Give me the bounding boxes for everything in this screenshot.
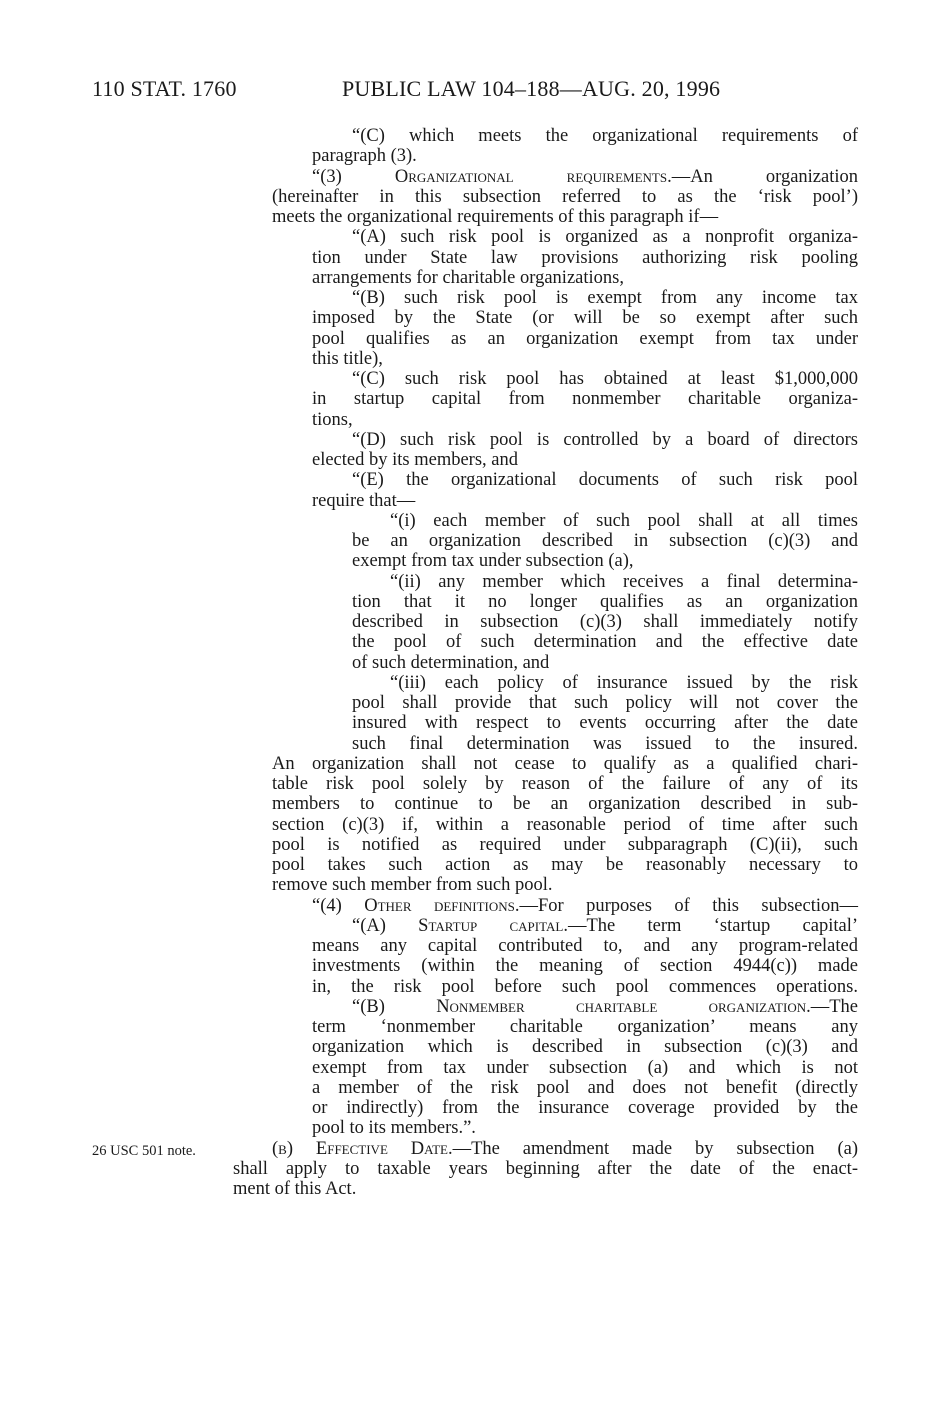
line-text: “(i) each member of such pool shall at all times <box>390 510 858 531</box>
text-line <box>0 774 946 794</box>
text-line <box>0 896 946 916</box>
line-text: pool shall provide that such policy will not cover the <box>352 693 858 713</box>
text-line <box>0 410 946 430</box>
text-line <box>0 693 946 713</box>
text-line <box>0 1058 946 1078</box>
text-line <box>0 450 946 470</box>
text-line <box>0 491 946 511</box>
text-line <box>0 754 946 774</box>
text-line <box>0 187 946 207</box>
text-line <box>0 167 946 187</box>
text-line <box>0 1037 946 1057</box>
text-line <box>0 653 946 673</box>
text-line <box>0 612 946 632</box>
line-text: shall apply to taxable years beginning after the date of the enact- <box>233 1158 858 1179</box>
text-line <box>0 1118 946 1138</box>
text-line <box>0 592 946 612</box>
line-text: in startup capital from nonmember charitable organiza- <box>312 389 858 410</box>
text-line <box>0 227 946 247</box>
text-line <box>0 1098 946 1118</box>
line-text: imposed by the State (or will be so exempt after such <box>312 308 858 329</box>
line-text: exempt from tax under subsection (a) and which is not <box>312 1057 858 1078</box>
text-line <box>0 916 946 936</box>
text-line <box>0 1078 946 1098</box>
line-text: pool takes such action as may be reasonably necessary to <box>272 855 858 875</box>
text-line <box>0 511 946 531</box>
line-text: or indirectly) from the insurance coverage provided by the <box>312 1098 858 1118</box>
section-heading: “(B) Nonmember charitable organization. <box>352 996 811 1017</box>
text-line <box>0 632 946 652</box>
text-line <box>0 389 946 409</box>
line-text: require that— <box>312 490 416 511</box>
text-line <box>0 308 946 328</box>
line-text: “(D) such risk pool is controlled by a board of directors <box>352 429 858 450</box>
line-text: described in subsection (c)(3) shall immediately notify <box>352 612 858 632</box>
page-reference: 110 STAT. 1760 <box>92 76 237 101</box>
line-text: pool to its members.”. <box>312 1118 476 1139</box>
line-text: “(C) which meets the organizational requirements of <box>352 126 858 146</box>
text-line <box>0 531 946 551</box>
text-line <box>0 997 946 1017</box>
line-text: be an organization described in subsection (c)(3) and <box>352 531 858 551</box>
text-line <box>0 207 946 227</box>
text-line <box>0 551 946 571</box>
line-text: “(E) the organizational documents of such risk pool <box>352 470 858 491</box>
line-text: “(3) Organizational requirements.—An organization <box>312 166 858 187</box>
line-text: “(ii) any member which receives a final determina- <box>390 571 858 592</box>
line-text: elected by its members, and <box>312 450 519 470</box>
line-text: exempt from tax under subsection (a), <box>352 551 634 572</box>
running-header: PUBLIC LAW 104–188—AUG. 20, 1996 <box>342 76 721 101</box>
line-text: organization which is described in subsection (c)(3) and <box>312 1037 858 1058</box>
text-line <box>0 369 946 389</box>
line-text: table risk pool solely by reason of the failure of any of its <box>272 774 858 794</box>
line-text: in, the risk pool before such pool commences operations. <box>312 976 858 997</box>
line-text: ment of this Act. <box>233 1179 357 1199</box>
line-text: this title), <box>312 348 383 369</box>
text-line <box>0 248 946 268</box>
text-line <box>0 288 946 308</box>
section-heading: (b) Effective Date. <box>272 1138 453 1159</box>
margin-note: 26 USC 501 note. <box>92 1143 196 1159</box>
text-line <box>0 734 946 754</box>
line-text: “(A) such risk pool is organized as a nonprofit organiza- <box>352 227 858 248</box>
line-text: members to continue to be an organization described in sub- <box>272 794 858 815</box>
line-text: arrangements for charitable organizations, <box>312 267 624 288</box>
text-line <box>0 713 946 733</box>
text-line <box>0 956 946 976</box>
line-text: term ‘nonmember charitable organization’ means any <box>312 1017 858 1037</box>
line-text: An organization shall not cease to qualify as a qualified chari- <box>272 753 858 774</box>
text-line <box>0 673 946 693</box>
text-line <box>0 268 946 288</box>
line-text: pool qualifies as an organization exempt from tax under <box>312 328 858 349</box>
line-text: tion under State law provisions authorizing risk pooling <box>312 247 858 268</box>
text-line <box>0 835 946 855</box>
line-text: (hereinafter in this subsection referred to as the ‘risk pool’) <box>272 186 858 207</box>
line-text: investments (within the meaning of section 4944(c)) made <box>312 956 858 977</box>
section-heading: “(A) Startup capital. <box>352 915 568 936</box>
text-line <box>0 329 946 349</box>
section-heading: “(3) Organizational requirements. <box>312 166 672 187</box>
text-line <box>0 126 946 146</box>
text-line <box>0 855 946 875</box>
section-heading: “(4) Other definitions. <box>312 895 520 916</box>
line-text: meets the organizational requirements of this paragraph if— <box>272 207 719 227</box>
text-line <box>0 815 946 835</box>
line-text: the pool of such determination and the effective date <box>352 632 858 653</box>
line-text: “(B) Nonmember charitable organization.—The <box>352 996 858 1017</box>
text-line <box>0 1159 946 1179</box>
line-text: (b) Effective Date.—The amendment made by subsection (a) <box>272 1138 858 1159</box>
line-text: such final determination was issued to the insured. <box>352 733 858 754</box>
line-text: section (c)(3) if, within a reasonable period of time after such <box>272 814 858 835</box>
text-line <box>0 875 946 895</box>
text-line <box>0 936 946 956</box>
line-text: “(A) Startup capital.—The term ‘startup capital’ <box>352 915 858 936</box>
line-text: tions, <box>312 409 353 430</box>
text-line <box>0 349 946 369</box>
line-text: “(C) such risk pool has obtained at least $1,000,000 <box>352 369 858 389</box>
line-text: insured with respect to events occurring after the date <box>352 713 858 734</box>
text-line <box>0 572 946 592</box>
line-text: “(4) Other definitions.—For purposes of this subsection— <box>312 895 859 916</box>
line-text: a member of the risk pool and does not benefit (directly <box>312 1077 858 1098</box>
text-line <box>0 1017 946 1037</box>
line-text: “(B) such risk pool is exempt from any income tax <box>352 288 858 308</box>
line-text: paragraph (3). <box>312 146 417 167</box>
line-text: “(iii) each policy of insurance issued by the risk <box>390 672 858 693</box>
line-text: of such determination, and <box>352 652 550 673</box>
text-line <box>0 146 946 166</box>
text-line <box>0 1179 946 1199</box>
text-line <box>0 470 946 490</box>
text-line <box>0 977 946 997</box>
line-text: remove such member from such pool. <box>272 875 553 896</box>
line-text: pool is notified as required under subparagraph (C)(ii), such <box>272 834 858 855</box>
text-line <box>0 794 946 814</box>
text-line <box>0 430 946 450</box>
line-text: tion that it no longer qualifies as an organization <box>352 591 858 612</box>
text-line <box>0 1139 946 1159</box>
line-text: means any capital contributed to, and any program-related <box>312 936 858 956</box>
